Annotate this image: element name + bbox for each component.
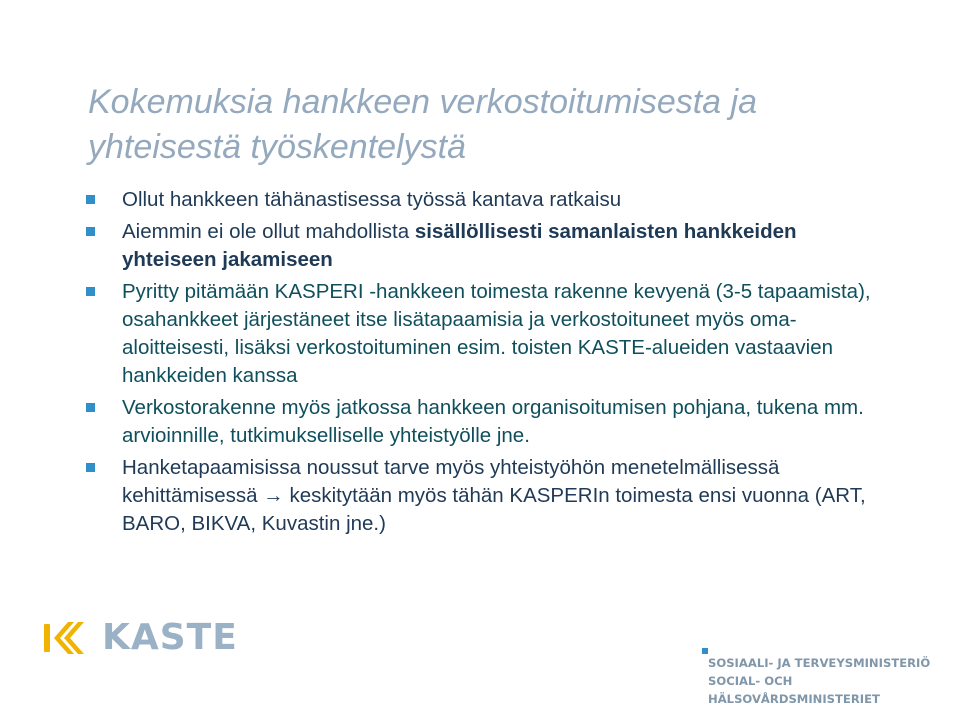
bullet-text-cont: keskitytään myös tähän KASPERIn toimesta ensi vuonna (ART, BARO, BIKVA, Kuvastin jne.): [122, 484, 866, 535]
ministry-name-fi: SOSIAALI- JA TERVEYSMINISTERIÖ: [708, 656, 931, 670]
ministry-dot-icon: [702, 648, 708, 654]
arrow-right-icon: →: [263, 484, 284, 507]
ministry-logo: [708, 654, 948, 708]
bullet-item: [86, 218, 886, 274]
logo-text: KASTE: [102, 616, 238, 658]
bullet-text: Hanketapaamisissa noussut tarve myös yhteistyöhön menetelmällisessä kehittämisessä: [122, 456, 780, 507]
ministry-name-sv: SOCIAL- OCH HÄLSOVÅRDSMINISTERIET: [708, 674, 880, 706]
bullet-list: [86, 186, 886, 542]
bullet-item: [86, 394, 886, 450]
bullet-square-icon: [86, 195, 95, 204]
bullet-text: Pyritty pitämään KASPERI -hankkeen toimesta rakenne kevyenä (3-5 tapaamista), osahankkeet järjestäneet itse lisätapaamisia ja verkostoituneet myös oma-aloitteisesti, lisäksi verkostoituminen esim. toisten KASTE-alueiden vastaavien hankkeiden kanssa: [122, 280, 871, 387]
kaste-bars-icon: [42, 616, 94, 658]
bullet-text: Aiemmin ei ole ollut mahdollista: [122, 220, 415, 243]
bullet-item: [86, 454, 886, 538]
bullet-square-icon: [86, 287, 95, 296]
kaste-logo: [42, 616, 238, 658]
bullet-square-icon: [86, 227, 95, 236]
bullet-square-icon: [86, 403, 95, 412]
bullet-item: [86, 186, 886, 214]
bullet-text: Ollut hankkeen tähänastisessa työssä kantava ratkaisu: [122, 188, 622, 211]
bullet-item: [86, 278, 886, 390]
bullet-text: Verkostorakenne myös jatkossa hankkeen organisoitumisen pohjana, tukena mm. arvioinnille, tutkimukselliselle yhteistyölle jne.: [122, 396, 864, 447]
slide-title: Kokemuksia hankkeen verkostoitumisesta ja yhteisestä työskentelystä: [88, 83, 757, 166]
bullet-bold-text: sisällöllisesti samanlaisten hankkeiden yhteiseen jakamiseen: [122, 220, 797, 271]
bullet-square-icon: [86, 463, 95, 472]
